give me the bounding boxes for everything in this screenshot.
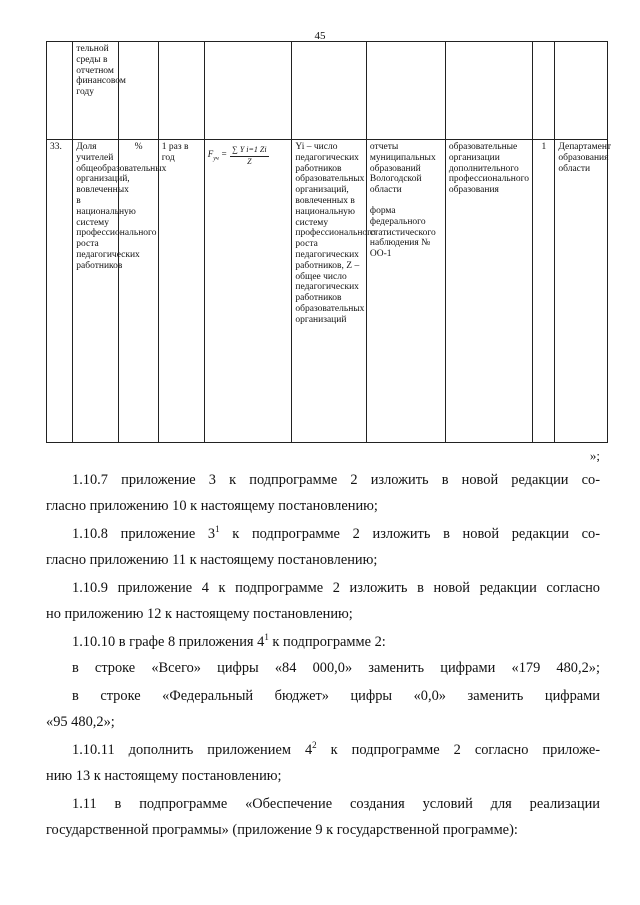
- paragraph-2b: гласно приложению 11 к настоящему постановлению;: [46, 552, 378, 568]
- level-cell: 1: [533, 140, 555, 443]
- periodicity-cell: 1 раз в год: [158, 140, 204, 443]
- paragraph-4: 1.10.10 в графе 8 приложения $4^1$ к подпрограмме 2:: [72, 632, 386, 650]
- table-cell: [158, 42, 204, 140]
- table-row-33: [47, 140, 608, 443]
- paragraph-6a: в строке «Федеральный бюджет» цифры «0,0» заменить цифрами: [72, 688, 600, 704]
- department-cell: Департамент образования области: [555, 140, 608, 443]
- paragraph-7a: 1.10.11 дополнить приложением $4^2$ к подпрограмме 2 согласно приложе-: [72, 740, 600, 758]
- source-1: отчеты муниципальных образований Вологодской области: [369, 142, 436, 196]
- paragraph-3b: но приложению 12 к настоящему постановлению;: [46, 606, 353, 622]
- paragraph-6b: «95 480,2»;: [46, 714, 115, 730]
- table-row-continued: [47, 42, 608, 140]
- definition-cell: Yi – число педагогических работников образовательных организаций, вовлеченных в национальную систему профессионального роста педагогических работников, Z – общее число педагогических работников образовательных организаций: [292, 140, 367, 443]
- table-cell: [119, 42, 158, 140]
- formula: [208, 145, 289, 168]
- table-cell: [533, 42, 555, 140]
- indicator-table: [46, 41, 612, 443]
- table-cell: [204, 42, 292, 140]
- formula-lhs: $F_{уч}$ =: [207, 148, 228, 162]
- closing-mark: »;: [589, 448, 600, 463]
- table-cell: [47, 42, 73, 140]
- source-2: форма федерального статистического наблюдения № ОО-1: [369, 205, 436, 260]
- formula-denominator: Z: [247, 156, 252, 166]
- indicator-cell: тельной среды в отчетном финансовом году: [73, 42, 119, 140]
- table-cell: [366, 42, 445, 140]
- formula-fraction: [230, 145, 268, 168]
- row-number: 33.: [47, 140, 73, 443]
- source-cell: [366, 140, 445, 443]
- paragraph-3a: 1.10.9 приложение 4 к подпрограмме 2 изложить в новой редакции согласно: [72, 580, 600, 596]
- paragraph-2a: 1.10.8 приложение $3^1$ к подпрограмме 2 изложить в новой редакции со-: [72, 524, 600, 542]
- paragraph-1b: гласно приложению 10 к настоящему постановлению;: [46, 498, 378, 514]
- paragraph-7b: нию 13 к настоящему постановлению;: [46, 768, 282, 784]
- formula-cell: [204, 140, 292, 443]
- paragraph-1a: 1.10.7 приложение 3 к подпрограмме 2 изложить в новой редакции со-: [72, 472, 600, 488]
- table-cell: [292, 42, 367, 140]
- paragraph-5: в строке «Всего» цифры «84 000,0» заменить цифрами «179 480,2»;: [72, 660, 600, 676]
- paragraph-8b: государственной программы» (приложение 9 к государственной программе):: [46, 822, 518, 838]
- paragraph-8a: 1.11 в подпрограмме «Обеспечение создания условий для реализации: [72, 796, 600, 812]
- indicator-cell: Доля учителей общеобразовательных организаций, вовлеченных в национальную систему профессионального роста педагогических работников: [73, 140, 119, 443]
- unit-cell: %: [119, 140, 158, 443]
- page-number: 45: [314, 30, 326, 42]
- table-cell: [555, 42, 608, 140]
- responsible-org-cell: образовательные организации дополнительного профессионального образования: [445, 140, 533, 443]
- table-cell: [445, 42, 533, 140]
- formula-numerator: ∑ Y i=1 Zi: [230, 145, 268, 157]
